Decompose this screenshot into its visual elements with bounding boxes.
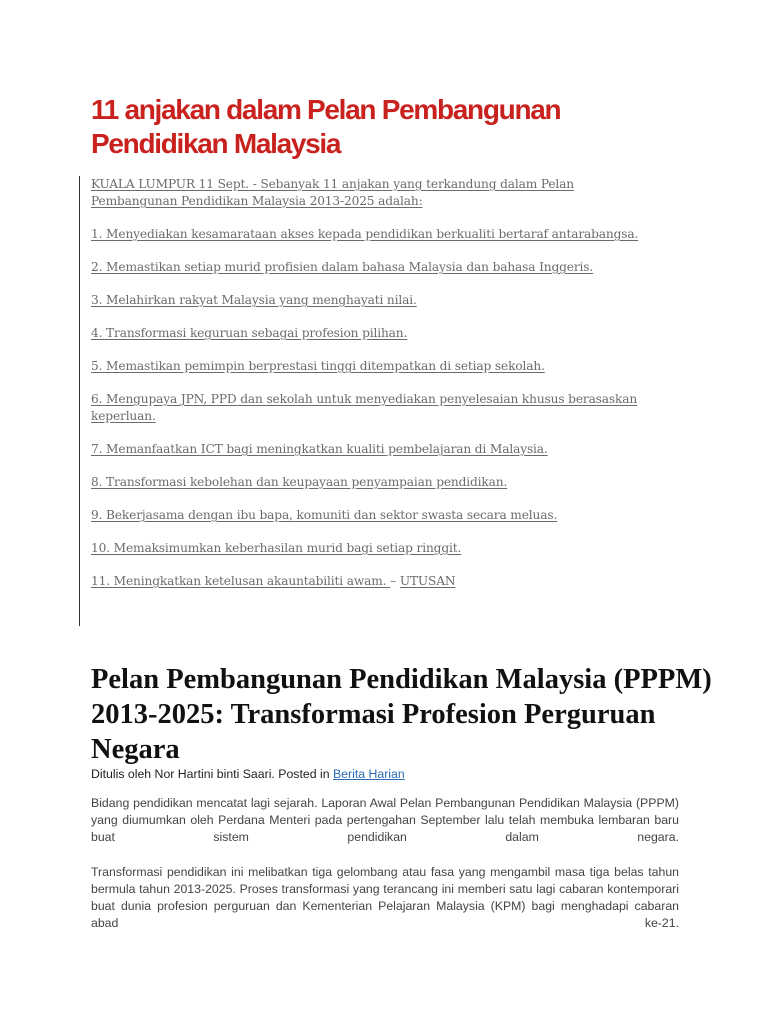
list-item: [91, 226, 660, 243]
list-item-text: 10. Memaksimumkan keberhasilan murid bagi setiap ringgit.: [91, 541, 462, 555]
list-item: [91, 391, 660, 425]
list-item: [91, 441, 660, 458]
list-item: [91, 507, 660, 524]
list-item: [91, 292, 660, 309]
byline-text: Ditulis oleh Nor Hartini binti Saari. Posted in: [91, 767, 333, 781]
shift-list-block: [79, 176, 660, 626]
list-item: [91, 358, 660, 375]
list-item-text: 1. Menyediakan kesamarataan akses kepada pendidikan berkualiti bertaraf antarabangsa.: [91, 227, 639, 241]
intro-paragraph: [91, 176, 660, 210]
list-item-text: 3. Melahirkan rakyat Malaysia yang menghayati nilai.: [91, 293, 417, 307]
list-item-text: 5. Memastikan pemimpin berprestasi tinggi ditempatkan di setiap sekolah.: [91, 359, 545, 373]
list-item-text: 11. Meningkatkan ketelusan akauntabiliti awam.: [91, 574, 391, 588]
byline: [91, 766, 711, 782]
article-title: 11 anjakan dalam Pelan Pembangunan Pendidikan Malaysia: [91, 94, 561, 159]
list-item-text: 6. Mengupaya JPN, PPD dan sekolah untuk menyediakan penyelesaian khusus berasaskan keperluan.: [91, 392, 638, 423]
list-item-text: 9. Bekerjasama dengan ibu bapa, komuniti dan sektor swasta secara meluas.: [91, 508, 558, 522]
list-item-text: 2. Memastikan setiap murid profisien dalam bahasa Malaysia dan bahasa Inggeris.: [91, 260, 594, 274]
intro-text: KUALA LUMPUR 11 Sept. - Sebanyak 11 anjakan yang terkandung dalam Pelan Pembangunan Pendidikan Malaysia 2013-2025 adalah:: [91, 177, 574, 208]
body-paragraph-1: Bidang pendidikan mencatat lagi sejarah. Laporan Awal Pelan Pembangunan Pendidikan Malaysia (PPPM) yang diumumkan oleh Perdana Menteri pada pertengahan September lalu telah membuka lembaran baru buat sistem pendidikan dalam negara.: [91, 796, 679, 844]
list-item: [91, 259, 660, 276]
berita-harian-link[interactable]: Berita Harian: [332, 767, 405, 781]
article2-title: Pelan Pembangunan Pendidikan Malaysia (PPPM) 2013-2025: Transformasi Profesion Perguruan Negara: [91, 664, 712, 765]
list-item-text: 4. Transformasi keguruan sebagai profesion pilihan.: [91, 326, 408, 340]
list-item-text: 7. Memanfaatkan ICT bagi meningkatkan kualiti pembelajaran di Malaysia.: [91, 442, 548, 456]
list-item: [91, 474, 660, 491]
list-item-text: 8. Transformasi kebolehan dan keupayaan penyampaian pendidikan.: [91, 475, 508, 489]
list-item-last: [91, 573, 660, 590]
source-dash: –: [390, 574, 400, 588]
list-item: [91, 325, 660, 342]
list-item: [91, 540, 660, 557]
body-paragraph-2: Transformasi pendidikan ini melibatkan tiga gelombang atau fasa yang mengambil masa tiga belas tahun bermula tahun 2013-2025. Proses transformasi yang terancang ini memberi satu lagi cabaran kontemporari buat dunia profesion perguruan dan Kementerian Pelajaran Malaysia (KPM) bagi menghadapi cabaran abad ke-21.: [91, 865, 679, 930]
source-label: UTUSAN: [399, 574, 456, 588]
